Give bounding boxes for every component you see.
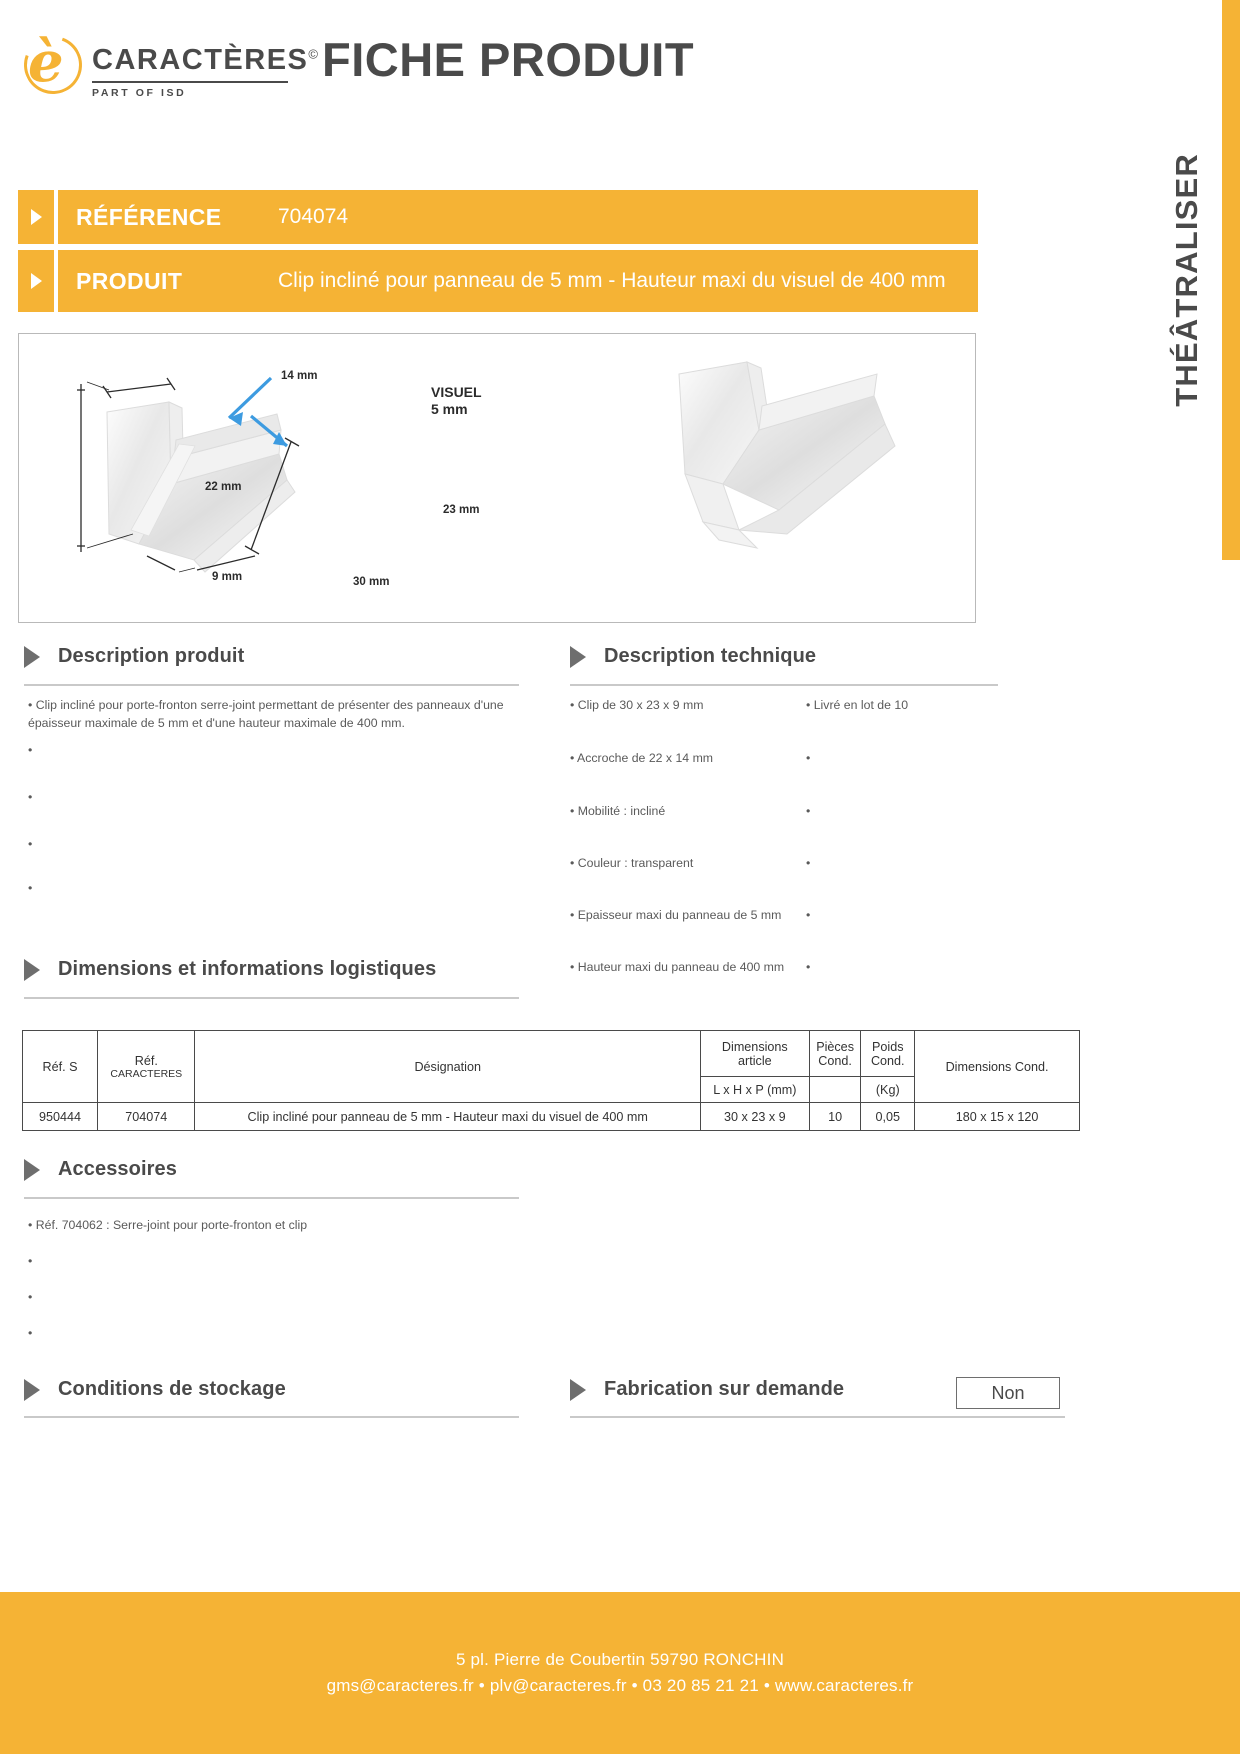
th-ref-sub: CARACTERES (110, 1067, 183, 1080)
brand-tagline: PART OF ISD (92, 87, 187, 99)
reference-band-body (58, 190, 978, 244)
cell-dim-article: 30 x 23 x 9 (700, 1103, 809, 1131)
page-footer (0, 1592, 1240, 1754)
triangle-icon (24, 1159, 40, 1181)
th-pieces-cond: Pièces Cond. (809, 1031, 861, 1077)
th-dimensions-cond: Dimensions Cond. (915, 1031, 1080, 1103)
product-image-box (18, 333, 976, 623)
description-technique-heading (570, 645, 816, 668)
triangle-icon (570, 646, 586, 668)
description-technique-right-5: • (806, 960, 811, 974)
product-label: PRODUIT (76, 267, 183, 294)
description-technique-right-3: • (806, 856, 811, 870)
description-produit-item-3: • (28, 837, 33, 851)
accessoires-title: Accessoires (58, 1158, 177, 1180)
description-technique-right-0: • Livré en lot de 10 (806, 698, 909, 712)
footer-address: 5 pl. Pierre de Coubertin 59790 RONCHIN (455, 1650, 785, 1669)
brand-name-row (92, 44, 320, 77)
description-produit-item-0: • Clip incliné pour porte-fronton serre-joint permettant de présenter des panneaux d'une épaisseur maximale de 5 mm et d'une hauteur maximale de 400 mm. (28, 698, 504, 730)
th-designation: Désignation (195, 1031, 700, 1103)
product-illustration (19, 334, 977, 622)
description-produit-item-2: • (28, 790, 33, 804)
band-marker-icon (18, 250, 54, 312)
band-marker-icon (18, 190, 54, 244)
logo-e-glyph: è (28, 29, 64, 95)
dim-width-label: 14 mm (281, 370, 318, 382)
vertical-category-label: THÉÂTRALISER (1169, 153, 1204, 407)
cell-designation: Clip incliné pour panneau de 5 mm - Hauteur maxi du visuel de 400 mm (195, 1103, 700, 1131)
table-row (23, 1103, 1080, 1131)
product-image-inner (19, 334, 975, 622)
product-band (18, 250, 978, 312)
triangle-icon (24, 646, 40, 668)
description-produit-title: Description produit (58, 645, 245, 667)
description-produit-item-4: • (28, 881, 33, 895)
description-technique-right-4: • (806, 908, 811, 922)
stockage-heading (24, 1378, 286, 1401)
cell-poids-cond: 0,05 (861, 1103, 915, 1131)
description-technique-right-2: • (806, 804, 811, 818)
triangle-icon (24, 959, 40, 981)
description-produit-heading (24, 645, 244, 668)
description-technique-right-1: • (806, 751, 811, 765)
logistics-rule (24, 997, 519, 999)
th-ref-caracteres (98, 1031, 195, 1103)
description-technique-left-3: • Couleur : transparent (570, 856, 694, 870)
accent-stripe (1222, 0, 1240, 560)
accessoires-heading (24, 1158, 177, 1181)
accessoires-item-3: • (28, 1326, 33, 1340)
e-circle-icon (18, 29, 86, 100)
logistics-title: Dimensions et informations logistiques (58, 958, 437, 980)
description-produit-item-1: • (28, 743, 33, 757)
cell-ref-caracteres: 704074 (98, 1103, 195, 1131)
reference-band (18, 190, 978, 244)
description-produit-rule (24, 684, 519, 686)
visuel-callout-line1: VISUEL (431, 384, 482, 400)
accessoires-item-1: • (28, 1254, 33, 1268)
table-header-row-1 (23, 1031, 1080, 1077)
footer-contacts: gms@caracteres.fr • plv@caracteres.fr • 03 20 85 21 21 • www.caracteres.fr (326, 1676, 914, 1695)
cell-ref-s: 950444 (23, 1103, 98, 1131)
accessoires-item-2: • (28, 1290, 33, 1304)
page-header (0, 0, 1010, 130)
fabrication-value: Non (991, 1382, 1025, 1403)
th-blank (809, 1077, 861, 1103)
th-ref-label: Réf. (134, 1053, 158, 1068)
stockage-rule (24, 1416, 519, 1418)
accessoires-rule (24, 1197, 519, 1199)
brand-underline (92, 81, 288, 83)
fabrication-value-box (956, 1377, 1060, 1409)
th-poids-cond: Poids Cond. (861, 1031, 915, 1077)
th-lhp-article: L x H x P (mm) (700, 1077, 809, 1103)
th-kg: (Kg) (861, 1077, 915, 1103)
logistics-table (22, 1030, 1080, 1131)
vertical-category (1156, 0, 1218, 560)
description-technique-left-1: • Accroche de 22 x 14 mm (570, 751, 714, 765)
dim-depth-label: 23 mm (443, 504, 480, 516)
accessoires-item-0: • Réf. 704062 : Serre-joint pour porte-fronton et clip (28, 1218, 308, 1232)
brand-wordmark (92, 32, 320, 99)
page-title: FICHE PRODUIT (322, 33, 695, 86)
description-technique-left-4: • Epaisseur maxi du panneau de 5 mm (570, 908, 782, 922)
product-band-body (58, 250, 978, 312)
stockage-title: Conditions de stockage (58, 1378, 286, 1400)
reference-label: RÉFÉRENCE (76, 203, 222, 230)
visuel-callout-line2: 5 mm (431, 400, 468, 417)
visuel-callout (431, 384, 482, 418)
th-dimensions-article: Dimensions article (700, 1031, 809, 1077)
triangle-icon (24, 1379, 40, 1401)
dim-length-label: 30 mm (353, 576, 390, 588)
brand-copyright: © (308, 46, 320, 62)
description-technique-title: Description technique (604, 645, 817, 667)
product-value: Clip incliné pour panneau de 5 mm - Hauteur maxi du visuel de 400 mm (278, 269, 946, 293)
description-technique-left-5: • Hauteur maxi du panneau de 400 mm (570, 960, 785, 974)
cell-pieces-cond: 10 (809, 1103, 861, 1131)
description-technique-left-2: • Mobilité : incliné (570, 804, 666, 818)
description-technique-left-0: • Clip de 30 x 23 x 9 mm (570, 698, 704, 712)
brand-logo (18, 29, 320, 100)
dim-thickness-label: 9 mm (212, 571, 243, 583)
triangle-icon (570, 1379, 586, 1401)
fabrication-heading (570, 1378, 844, 1401)
cell-dim-cond: 180 x 15 x 120 (915, 1103, 1080, 1131)
th-ref-s: Réf. S (23, 1031, 98, 1103)
brand-name: CARACTÈRES (92, 44, 309, 76)
fabrication-rule (570, 1416, 1065, 1418)
description-technique-rule (570, 684, 998, 686)
reference-value: 704074 (278, 205, 349, 229)
logistics-heading (24, 958, 436, 981)
dim-height-label: 22 mm (205, 481, 242, 493)
fabrication-title: Fabrication sur demande (604, 1378, 845, 1400)
